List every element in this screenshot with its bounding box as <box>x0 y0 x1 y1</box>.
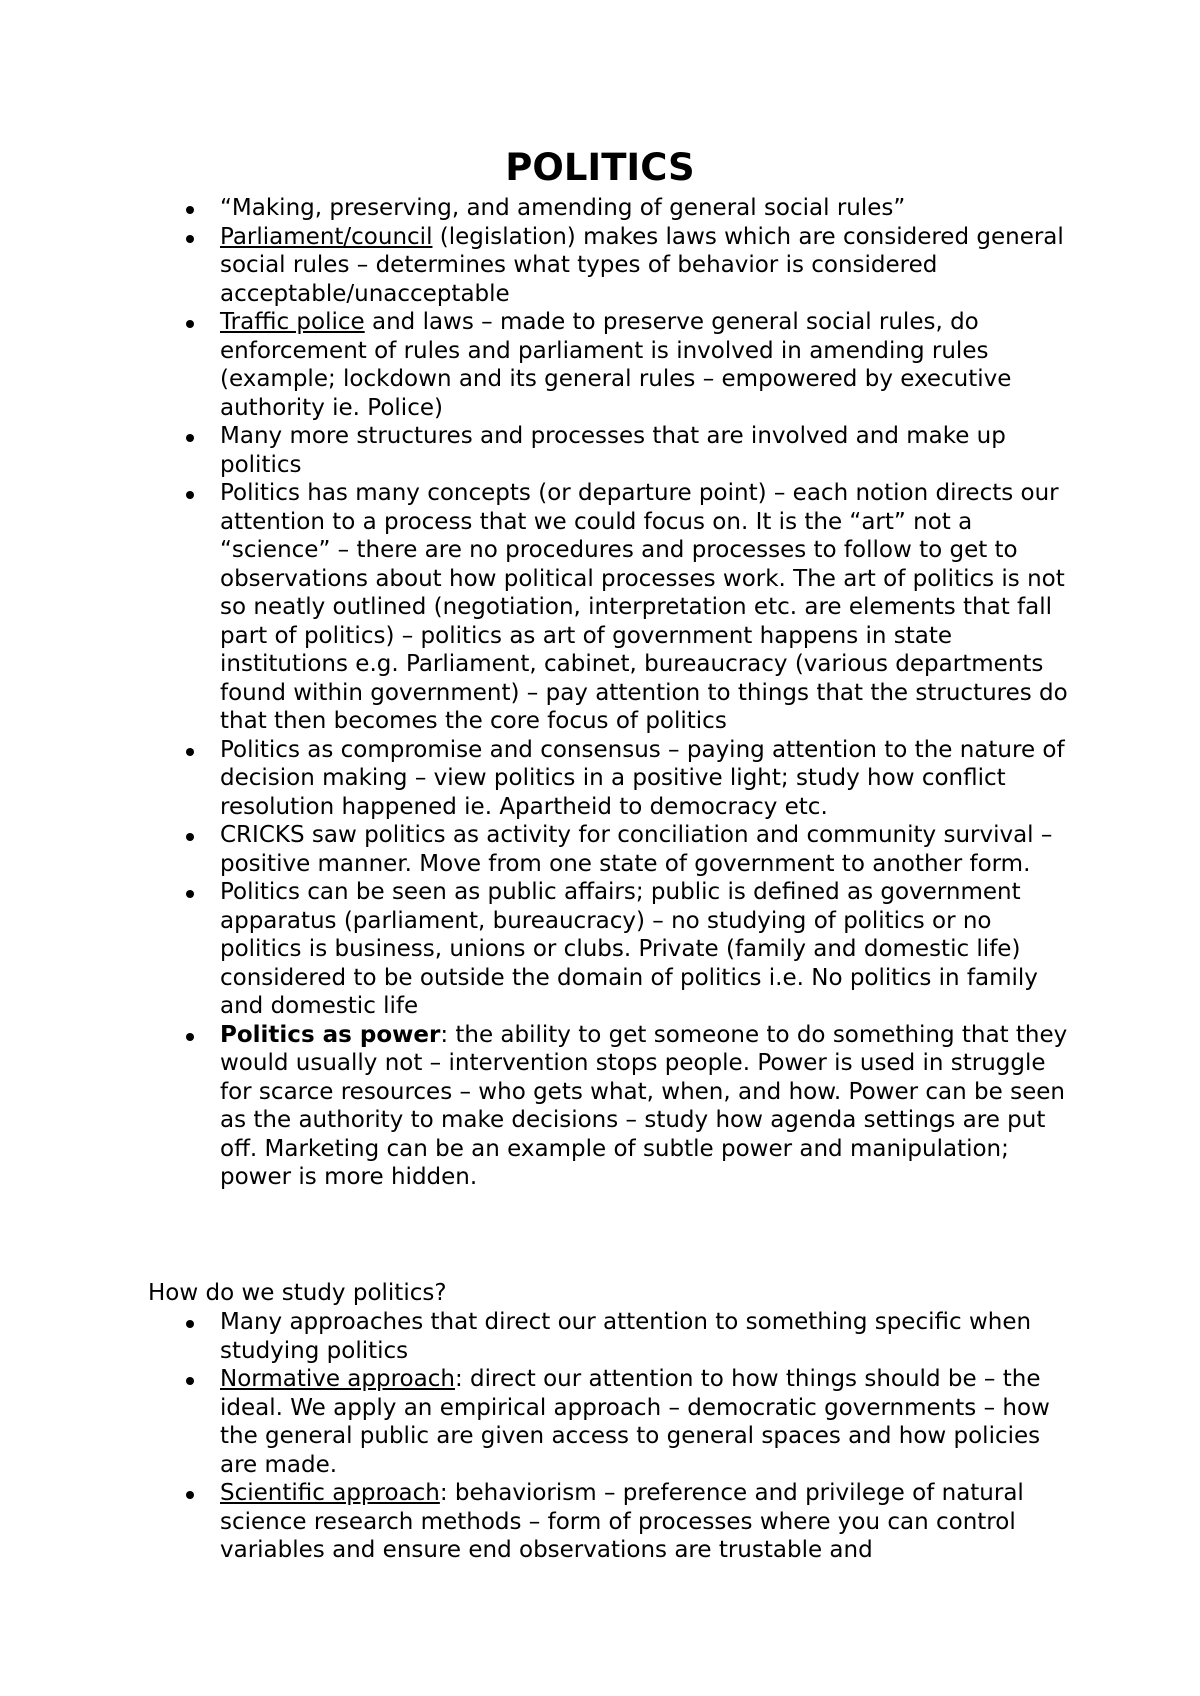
bullet-icon <box>186 235 194 243</box>
politics-bullet-list <box>150 194 1070 1192</box>
list-item-text: Politics can be seen as public affairs; public is defined as government apparatus (parliament, bureaucracy) – no studying of politics or no politics is business, unions or clubs. Private (family and domestic life) considered to be outside the domain of politics i.e. No politics in family and domestic life <box>220 879 1038 1019</box>
section-heading-how-do-we-study: How do we study politics? <box>148 1280 447 1306</box>
list-item-underlined-term: Scientific approach <box>220 1480 440 1506</box>
bullet-icon <box>186 1377 194 1385</box>
study-approaches-bullet-list <box>150 1308 1070 1565</box>
bullet-icon <box>186 206 194 214</box>
list-item-underlined-term: Traffic police <box>220 309 365 335</box>
list-item <box>150 1365 1070 1479</box>
list-item <box>150 736 1070 822</box>
list-item <box>150 878 1070 1021</box>
bullet-icon <box>186 1491 194 1499</box>
bullet-icon <box>186 890 194 898</box>
list-item <box>150 479 1070 736</box>
list-item <box>150 194 1070 223</box>
list-item <box>150 1479 1070 1565</box>
list-item-bold-term: Politics as power <box>220 1021 441 1048</box>
bullet-icon <box>186 491 194 499</box>
list-item <box>150 422 1070 479</box>
list-item-text: Many approaches that direct our attention to something specific when studying politics <box>220 1309 1032 1364</box>
list-item <box>150 1308 1070 1365</box>
bullet-icon <box>186 1320 194 1328</box>
list-item-text: : direct our attention to how things should be – the ideal. We apply an empirical approach – democratic governments – how the general public are given access to general spaces and how policies are made. <box>220 1366 1050 1478</box>
list-item-text: “Making, preserving, and amending of general social rules” <box>220 195 906 221</box>
list-item-underlined-term: Normative approach <box>220 1366 455 1392</box>
list-item-text: (legislation) makes laws which are considered general social rules – determines what types of behavior is considered acceptable/unacceptable <box>220 223 1064 307</box>
list-item-text: Politics as compromise and consensus – paying attention to the nature of decision making – view politics in a positive light; study how conflict resolution happened ie. Apartheid to democracy etc. <box>220 736 1065 820</box>
list-item <box>150 1021 1070 1192</box>
list-item <box>150 223 1070 309</box>
bullet-icon <box>186 1033 194 1041</box>
list-item <box>150 821 1070 878</box>
list-item-underlined-term: Parliament/council <box>220 223 433 250</box>
bullet-icon <box>186 833 194 841</box>
bullet-icon <box>186 748 194 756</box>
list-item-text: CRICKS saw politics as activity for conciliation and community survival – positive manner. Move from one state of government to another form. <box>220 822 1053 877</box>
list-item-text: : behaviorism – preference and privilege of natural science research methods – form of processes where you can control variables and ensure end observations are trustable and <box>220 1480 1024 1563</box>
bullet-icon <box>186 434 194 442</box>
page-title: POLITICS <box>505 146 695 189</box>
list-item-text: Many more structures and processes that are involved and make up politics <box>220 423 1006 478</box>
list-item <box>150 308 1070 422</box>
list-item-text: Politics has many concepts (or departure point) – each notion directs our attention to a process that we could focus on. It is the “art” not a “science” – there are no procedures and processes to follow to get to observations about how political processes work. The art of politics is not so neatly outlined (negotiation, interpretation etc. are elements that fall part of politics) – politics as art of government happens in state institutions e.g. Parliament, cabinet, bureaucracy (various departments found within government) – pay attention to things that the structures do that then becomes the core focus of politics <box>220 480 1068 734</box>
list-item-text: and laws – made to preserve general social rules, do enforcement of rules and parliament is involved in amending rules (example; lockdown and its general rules – empowered by executive authority ie. Police) <box>220 309 1012 421</box>
list-item-text: : the ability to get someone to do something that they would usually not – intervention stops people. Power is used in struggle for scarce resources – who gets what, when, and how. Power can be seen as the authority to make decisions – study how agenda settings are put off. Marketing can be an example of subtle power and manipulation; power is more hidden. <box>220 1021 1068 1190</box>
bullet-icon <box>186 320 194 328</box>
